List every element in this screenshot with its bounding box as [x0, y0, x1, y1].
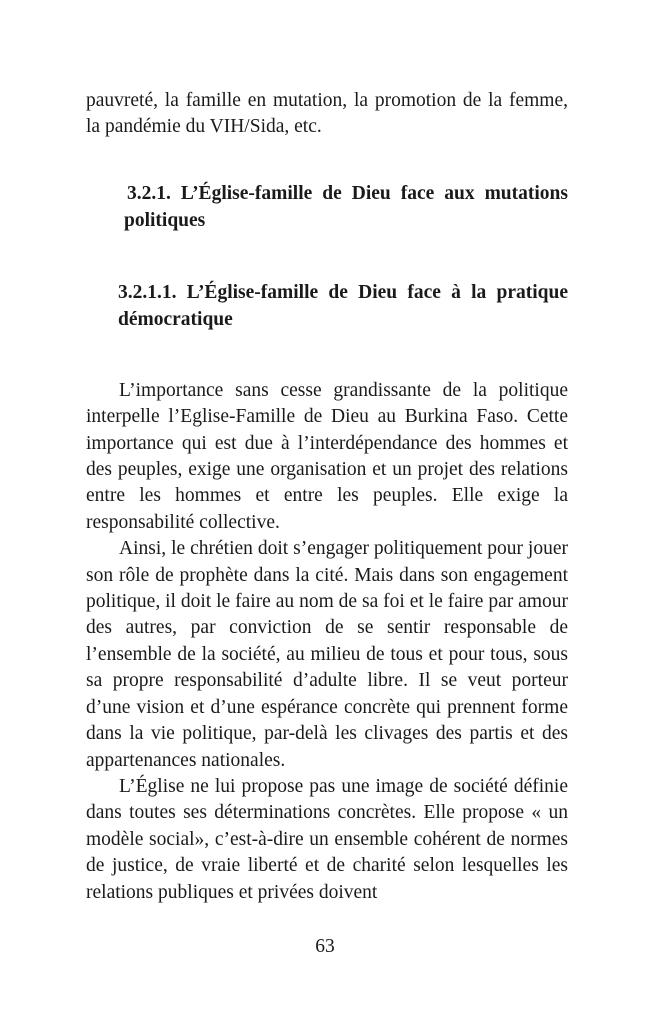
intro-paragraph: pauvreté, la famille en mutation, la promotion de la femme, la pandémie du VIH/Sida, etc.: [86, 90, 568, 138]
paragraph-modele-social: L’Église ne lui propose pas une image de société définie dans toutes ses déterminations concrètes. Elle propose « un modèle social», c’est-à-dire un ensemble cohérent de normes de justice, de vraie liberté et de charité selon lesquelles les relations publiques et privées doivent: [86, 775, 568, 903]
page-number: 63: [315, 936, 335, 957]
paragraph-importance-politique: L’importance sans cesse grandissante de la politique interpelle l’Eglise-Famille de Dieu au Burkina Faso. Cette importance qui est due à l’interdépendance des hommes et des peuples, exige une organisation et un projet des relations entre les hommes et entre les peuples. Elle exige la responsabilité collective.: [86, 379, 568, 533]
section-heading-3-2-1-1: 3.2.1.1. L’Église-famille de Dieu face à la pratique démocratique: [118, 281, 568, 330]
paragraph-engagement-chretien: Ainsi, le chrétien doit s’engager politiquement pour jouer son rôle de prophète dans la cité. Mais dans son engagement politique, il doit le faire au nom de sa foi et le faire par amour des autres, par conviction de se sentir responsable de l’ensemble de la société, au milieu de tous et pour tous, sous sa propre responsabilité d’adulte libre. Il se veut porteur d’une vision et d’une espérance concrète qui prennent forme dans la vie politique, par-delà les clivages des partis et des appartenances nationales.: [86, 538, 568, 771]
section-heading-3-2-1: 3.2.1. L’Église-famille de Dieu face aux mutations politiques: [124, 182, 568, 231]
page-content: [86, 88, 568, 906]
